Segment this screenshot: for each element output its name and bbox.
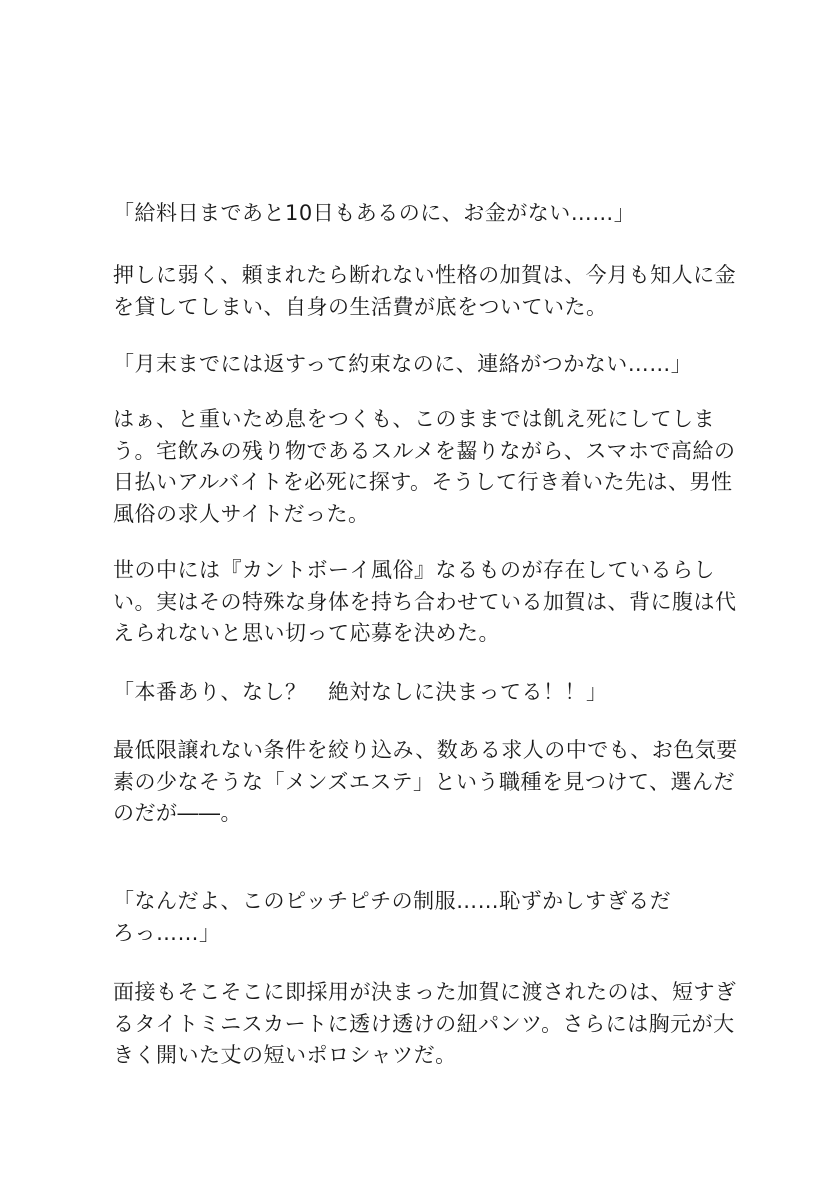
text-line: きく開いた丈の短いポロシャツだ。 bbox=[113, 1043, 457, 1067]
paragraph-2 bbox=[113, 260, 737, 323]
text-line: 「給料日まであと10日もあるのに、お金がない……」 bbox=[113, 201, 636, 225]
text-line: 素の少なそうな「メンズエステ」という職種を見つけて、選んだ bbox=[113, 769, 736, 794]
paragraph-9 bbox=[113, 977, 737, 1072]
text-line: ろっ……」 bbox=[113, 920, 221, 945]
text-line: を貸してしまい、自身の生活費が底をついていた。 bbox=[113, 294, 608, 319]
text-line: 最低限譲れない条件を絞り込み、数ある求人の中でも、お色気要 bbox=[113, 738, 738, 762]
paragraph-8 bbox=[113, 886, 733, 949]
text-line: るタイトミニスカートに透け透けの紐パンツ。さらには胸元が大 bbox=[113, 1011, 735, 1036]
paragraph-7 bbox=[113, 735, 738, 830]
text-line: 面接もそこそこに即採用が決まった加賀に渡されたのは、短すぎ bbox=[113, 980, 737, 1004]
paragraph-6 bbox=[113, 677, 733, 709]
text-line: 「本番あり、なし？ 絶対なしに決まってる！！」 bbox=[113, 680, 608, 704]
text-line: えられないと思い切って応募を決めた。 bbox=[113, 621, 500, 645]
text-line: 押しに弱く、頼まれたら断れない性格の加賀は、今月も知人に金 bbox=[113, 263, 737, 287]
paragraph-5 bbox=[113, 555, 737, 650]
text-line: 「なんだよ、このピッチピチの制服……恥ずかしすぎるだ bbox=[113, 889, 672, 913]
paragraph-3 bbox=[113, 349, 733, 381]
text-line: のだが――。 bbox=[113, 801, 242, 825]
text-line: はぁ、と重いため息をつくも、このままでは飢え死にしてしま bbox=[113, 407, 715, 431]
text-line: 「月末までには返すって約束なのに、連絡がつかない……」 bbox=[113, 352, 693, 376]
paragraph-1 bbox=[113, 198, 733, 230]
text-line: い。実はその特殊な身体を持ち合わせている加賀は、背に腹は代 bbox=[113, 589, 737, 614]
text-line: 風俗の求人サイトだった。 bbox=[113, 501, 370, 526]
paragraph-4 bbox=[113, 404, 736, 530]
text-line: 日払いアルバイトを必死に探す。そうして行き着いた先は、男性 bbox=[113, 470, 733, 494]
text-line: う。宅飲みの残り物であるスルメを齧りながら、スマホで高給の bbox=[113, 438, 736, 463]
text-line: 世の中には『カントボーイ風俗』なるものが存在しているらし bbox=[113, 558, 715, 582]
